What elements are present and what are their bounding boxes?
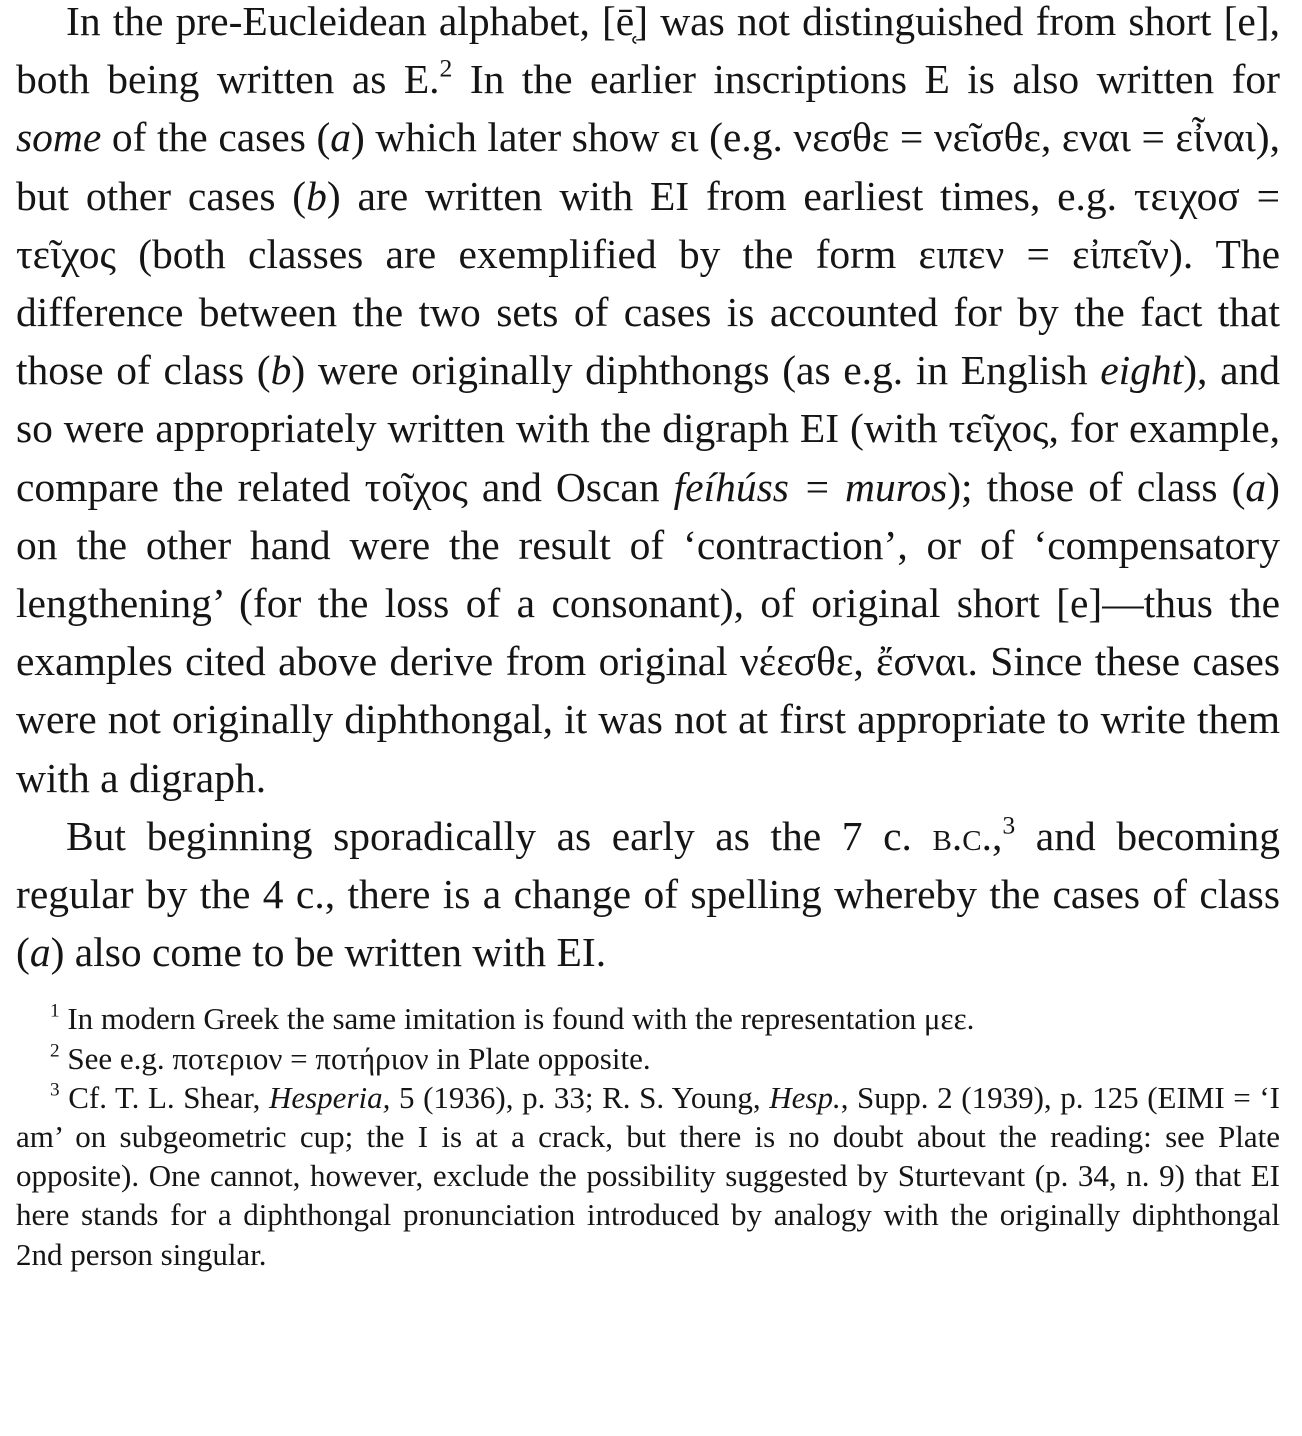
footnote-ref-3[interactable]: 3: [1002, 810, 1016, 840]
footnote-number: 1: [50, 1000, 60, 1022]
italic-text: eight: [1100, 347, 1184, 394]
footnote-text: In modern Greek the same imitation is found with the representation μεε.: [59, 1001, 975, 1037]
small-caps-text: b.c.: [932, 812, 992, 859]
text-segment: and becoming regular by the 4 c., there is a change of spelling whereby the cases of class (: [16, 812, 1280, 976]
paragraph-2: [16, 807, 1280, 982]
text-segment: ); those of class (: [947, 463, 1246, 510]
text-segment: In the pre-Eucleidean alphabet, [ē̜] was not distinguished from short [e], both being written as E.: [16, 0, 1280, 103]
italic-text: a: [1245, 463, 1267, 510]
text-segment: In the earlier inscriptions E is also written for: [452, 56, 1280, 103]
footnote-number: 2: [50, 1040, 60, 1062]
text-segment: ) on the other hand were the result of ‘contraction’, or of ‘compensatory lengthening’ (for the loss of a consonant), of original short [e]—thus the examples cited above derive from original νέεσθε, ἔσναι. Since these cases were not originally diphthongal, it was not at first appropriate to write them with a digraph.: [16, 463, 1280, 801]
text-segment: But beginning sporadically as early as the 7 c.: [66, 812, 933, 859]
page: [16, 0, 1280, 1274]
text-segment: of the cases (: [101, 114, 331, 161]
italic-text: feíhúss = muros: [673, 463, 948, 510]
footnotes: [16, 999, 1280, 1273]
footnote-text: 5 (1936), p. 33; R. S. Young,: [390, 1079, 770, 1115]
footnote-text: , Supp. 2 (1939), p. 125 (EIMI = ‘I am’ on subgeometric cup; the I is at a crack, but there is no doubt about the reading: see Plate opposite). One cannot, however, exclude the possibility suggested by Sturtevant (p. 34, n. 9) that EI here stands for a diphthongal pronunciation introduced by analogy with the originally diphthongal 2nd person singular.: [16, 1079, 1280, 1272]
italic-text: a: [29, 929, 51, 976]
italic-text: a: [330, 114, 352, 161]
footnote-text: Cf. T. L. Shear,: [59, 1079, 269, 1115]
footnote-2: [16, 1039, 1280, 1078]
footnote-number: 3: [50, 1079, 60, 1101]
text-segment: ) are written with EI from earliest times, e.g. τειχοσ = τεῖχος (both classes are exemplified by the form ειπεν = εἰπεῖν). The difference between the two sets of cases is accounted for by the fact that those of class (: [16, 172, 1280, 394]
text-segment: ) were originally diphthongs (as e.g. in English: [291, 347, 1101, 394]
text-segment: ) which later show ει (e.g. νεσθε = νεῖσθε, εναι = εἶναι), but other cases (: [16, 114, 1280, 219]
footnote-text: See e.g. ποτεριον = ποτήριον in Plate opposite.: [59, 1040, 651, 1076]
italic-text: some: [16, 114, 102, 161]
footnote-ref-2[interactable]: 2: [439, 53, 453, 83]
paragraph-1: [16, 0, 1280, 807]
text-segment: ,: [991, 812, 1003, 859]
italic-text: Hesperia,: [268, 1079, 391, 1115]
footnote-3: [16, 1078, 1280, 1274]
italic-text: b: [306, 172, 327, 219]
italic-text: Hesp.: [769, 1079, 841, 1115]
text-segment: ) also come to be written with EI.: [50, 929, 607, 976]
footnote-1: [16, 999, 1280, 1038]
text-segment: ), and so were appropriately written with the digraph EI (with τεῖχος, for example, compare the related τοῖχος and Oscan: [16, 347, 1280, 510]
italic-text: b: [270, 347, 292, 394]
